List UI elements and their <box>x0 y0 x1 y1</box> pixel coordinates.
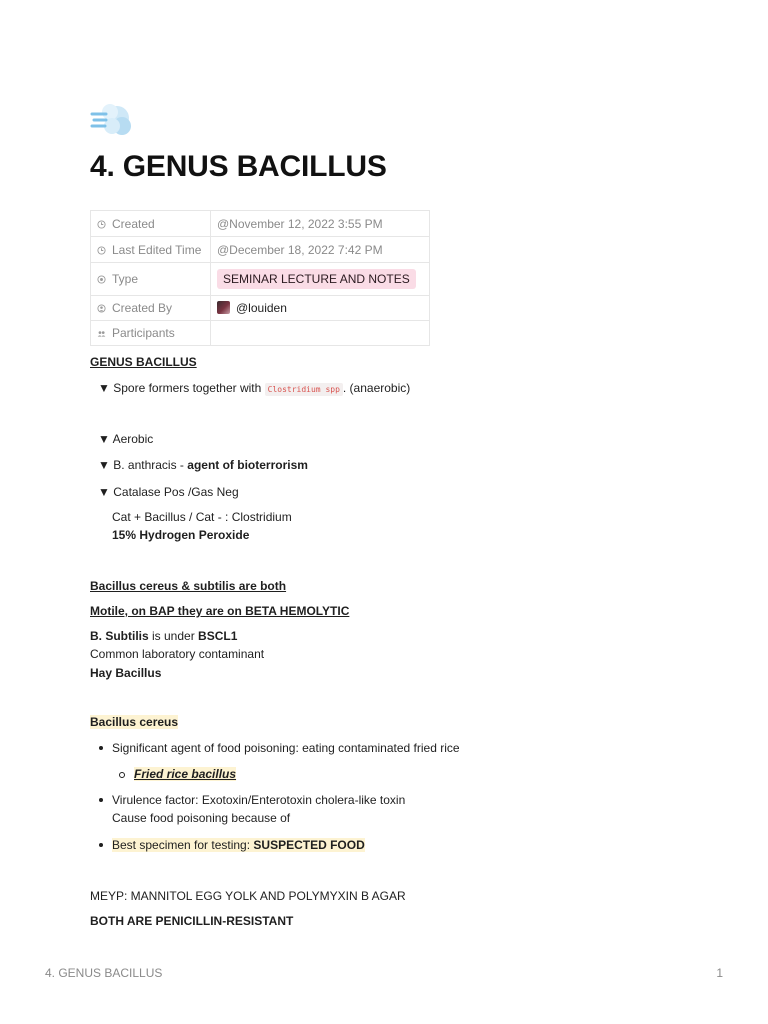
footer-title: 4. GENUS BACILLUS <box>45 966 163 980</box>
property-value[interactable] <box>211 296 430 321</box>
bullet-dot <box>99 843 103 847</box>
toggle-text-bold: agent of bioterrorism <box>187 458 308 472</box>
heading-cereus-subtilis: Bacillus cereus & subtilis are both <box>90 579 287 593</box>
paragraph-line-bold: Hay Bacillus <box>90 666 162 680</box>
paragraph-meyp: MEYP: MANNITOL EGG YOLK AND POLYMYXIN B AGAR <box>90 889 406 903</box>
heading-bacillus-cereus: Bacillus cereus <box>90 715 179 729</box>
toggle-block-catalase[interactable] <box>98 485 239 499</box>
bullet-item-highlighted <box>112 838 365 852</box>
toggle-arrow-icon[interactable]: ▼ <box>98 432 110 446</box>
bold-text: SUSPECTED FOOD <box>253 838 365 852</box>
people-icon <box>97 329 106 338</box>
property-key-label: Type <box>112 272 139 286</box>
property-key <box>91 321 211 346</box>
bullet-item: Virulence factor: Exotoxin/Enterotoxin cholera-like toxin <box>112 793 406 807</box>
property-row-participants <box>91 321 430 346</box>
bullet-dot <box>99 746 103 750</box>
toggle-block-aerobic[interactable] <box>98 432 153 446</box>
property-key-label: Created By <box>112 301 173 315</box>
property-key-label: Last Edited Time <box>112 242 202 257</box>
property-row-type <box>91 263 430 296</box>
toggle-arrow-icon[interactable]: ▼ <box>98 381 110 395</box>
property-row-created <box>91 211 430 237</box>
avatar <box>217 301 230 314</box>
bullet-dot <box>99 798 103 802</box>
plain-text: Best specimen for testing: <box>112 838 254 852</box>
property-row-last-edited <box>91 237 430 263</box>
toggle-child-text-bold: 15% Hydrogen Peroxide <box>112 528 250 542</box>
property-key <box>91 263 211 296</box>
property-key-label: Created <box>112 216 155 231</box>
property-value[interactable] <box>211 321 430 346</box>
wind-face-icon <box>90 100 134 140</box>
plain-text: is under <box>148 629 199 643</box>
heading-motile-beta-hemolytic: Motile, on BAP they are on BETA HEMOLYTIC <box>90 604 350 618</box>
toggle-arrow-icon[interactable]: ▼ <box>98 458 110 472</box>
bold-text: BSCL1 <box>198 629 238 643</box>
property-value[interactable] <box>211 263 430 296</box>
select-icon <box>97 275 106 284</box>
toggle-text: B. anthracis - <box>113 458 188 472</box>
paragraph-subtilis <box>90 629 237 643</box>
bold-text: B. Subtilis <box>90 629 149 643</box>
toggle-child-text: Cat + Bacillus / Cat - : Clostridium <box>112 510 292 524</box>
sub-bullet-item: Fried rice bacillus <box>134 767 237 781</box>
bullet-item: Significant agent of food poisoning: eating contaminated fried rice <box>112 741 460 755</box>
toggle-text: Catalase Pos /Gas Neg <box>113 485 239 499</box>
property-row-created-by <box>91 296 430 321</box>
toggle-block-spore-formers[interactable] <box>98 381 410 397</box>
user-mention[interactable]: @louiden <box>236 301 287 315</box>
page-title: 4. GENUS BACILLUS <box>90 150 387 183</box>
section-heading-genus-bacillus: GENUS BACILLUS <box>90 355 197 369</box>
property-key-label: Participants <box>112 326 175 340</box>
toggle-text: Spore formers together with <box>113 381 265 395</box>
toggle-text: Aerobic <box>112 432 154 446</box>
clock-icon <box>97 246 106 255</box>
person-icon <box>97 304 106 313</box>
toggle-block-anthracis[interactable] <box>98 458 308 472</box>
inline-code: Clostridium spp <box>265 383 343 396</box>
property-value[interactable]: @November 12, 2022 3:55 PM <box>211 211 430 237</box>
properties-table <box>90 210 430 346</box>
paragraph-line: Common laboratory contaminant <box>90 647 265 661</box>
property-key <box>91 211 211 237</box>
toggle-arrow-icon[interactable]: ▼ <box>98 485 110 499</box>
paragraph-penicillin: BOTH ARE PENICILLIN-RESISTANT <box>90 914 294 928</box>
sub-bullet-circle <box>119 772 125 778</box>
property-key <box>91 296 211 321</box>
bullet-item-continuation: Cause food poisoning because of <box>112 811 291 825</box>
property-key <box>91 237 211 263</box>
clock-icon <box>97 220 106 229</box>
type-tag: SEMINAR LECTURE AND NOTES <box>217 269 416 289</box>
toggle-text: . (anaerobic) <box>342 381 411 395</box>
property-value[interactable]: @December 18, 2022 7:42 PM <box>211 237 430 263</box>
page-number: 1 <box>716 966 723 980</box>
